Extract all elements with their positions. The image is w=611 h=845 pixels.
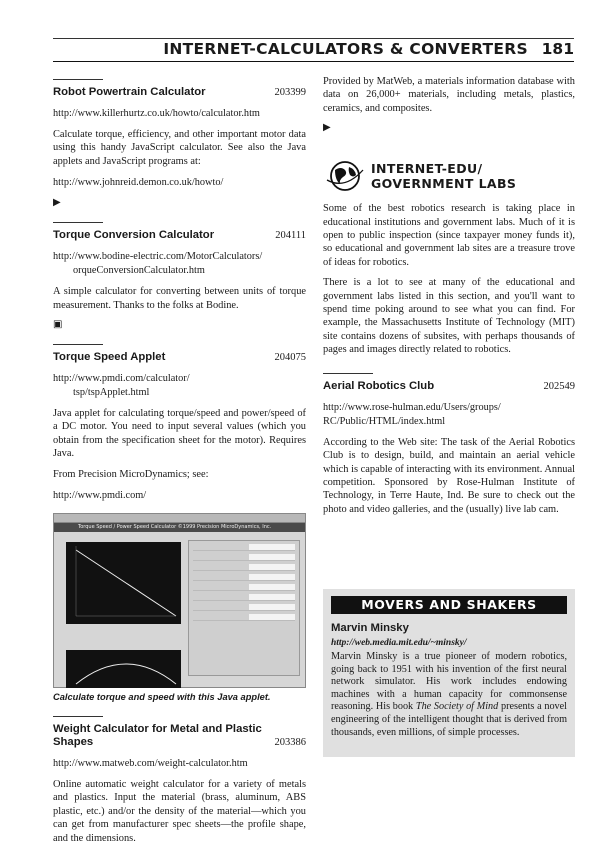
speaker-icon: ▶︎ [323, 122, 331, 134]
entry-rule [53, 344, 103, 345]
figure-caption: Calculate torque and speed with this Java applet. [53, 692, 271, 703]
screenshot-param-row [193, 594, 295, 601]
entry-rule [53, 79, 103, 80]
entry-url-secondary[interactable]: http://www.johnreid.demon.co.uk/howto/ [53, 177, 224, 189]
entry-head [53, 229, 306, 242]
section-heading [323, 156, 575, 196]
entry-torque-conversion [53, 222, 306, 331]
screenshot-param-row [193, 584, 295, 591]
profile-book-title: The Society of Mind [415, 701, 499, 713]
entry-description: According to the Web site: The task of the Aerial Robotics Club is to design, build, and maintain an aerial vehicle which is capable of interacting with its environment. Annual competition. Sponsored by Rose-Hulman Institute of Technology, in Terre Haute, Ind. Be sure to check out the photo and video galleries, and the (usually) live lab cam. [323, 436, 575, 515]
entry-robot-powertrain [53, 79, 306, 209]
entry-head [323, 380, 575, 393]
matweb-continued: Provided by MatWeb, a materials information database with data on 26,000+ materials, including metals, plastics, ceramics, and composites. [323, 76, 575, 114]
profile-body-pre: Marvin Minsky is a true pioneer of modern robotics, going back to 1951 with his invention of the first neural network simulator. His work includes endowing machines with a human capacity for commonsense reasoning. His book [331, 651, 567, 713]
screenshot-param-row [193, 554, 295, 561]
screenshot-param-row [193, 564, 295, 571]
screenshot-parameter-panel [188, 540, 300, 676]
screenshot-param-row [193, 614, 295, 621]
screenshot-browser-bar [54, 514, 305, 523]
entry-url-line2[interactable]: RC/Public/HTML/index.html [323, 415, 446, 427]
entry-id: 204111 [275, 230, 306, 242]
entry-id: 204075 [274, 352, 306, 364]
section-title-line1: INTERNET-EDU/ [371, 161, 483, 177]
computer-icon: ▣ [53, 319, 63, 331]
profile-name: Marvin Minsky [331, 622, 409, 634]
profile-body-post: presents a novel engineering of the intelligent thought that is derived from thousands, even millions, of simple processes. [331, 701, 568, 738]
entry-title: Weight Calculator for Metal and Plastic Shapes [53, 723, 262, 749]
header-top-rule [53, 38, 574, 39]
entry-id: 203386 [274, 737, 306, 749]
entry-url[interactable] [53, 372, 306, 400]
entry-description: A simple calculator for converting between units of torque measurement. Thanks to the folks at Bodine. [53, 286, 306, 311]
screenshot-power-plot [66, 650, 181, 688]
running-head-title: INTERNET-CALCULATORS & CONVERTERS [163, 40, 528, 58]
entry-title: Robot Powertrain Calculator [53, 86, 206, 98]
entry-rule [53, 222, 103, 223]
speaker-icon: ▶︎ [53, 197, 61, 209]
section-title-line2: GOVERNMENT LABS [371, 176, 517, 192]
entry-title: Aerial Robotics Club [323, 379, 435, 392]
screenshot-window-title: Torque Speed / Power Speed Calculator ©1999 Precision MicroDynamics, Inc. [54, 523, 305, 532]
right-column [323, 66, 575, 516]
entry-id: 202549 [543, 380, 575, 392]
entry-description: Online automatic weight calculator for a variety of metals and plastics. Input the material (brass, aluminum, ABS plastic, etc.) and/or the density of the material—which you can get from manufacturer spec sheets—the profile shape, and the dimensions. [53, 779, 306, 844]
entry-head [53, 723, 306, 749]
entry-rule [323, 373, 373, 374]
left-column [53, 66, 306, 845]
entry-head [53, 86, 306, 99]
screenshot-plot2-graphic [66, 650, 181, 688]
section-intro-p1: Some of the best robotics research is taking place in educational institutions and government labs. Much of it is open to public inspection (since taxpayer money funds it), so educational and government lab sites are a treasure trove of ideas for robotics. [323, 203, 575, 268]
entry-aerial-robotics [323, 373, 575, 516]
entry-url-line1[interactable]: http://www.bodine-electric.com/MotorCalculators/ [53, 251, 263, 263]
entry-url[interactable]: http://www.killerhurtz.co.uk/howto/calculator.htm [53, 108, 260, 119]
profile-url[interactable]: http://web.media.mit.edu/~minsky/ [331, 638, 467, 648]
entry-url-line2[interactable]: orqueConversionCalculator.htm [73, 265, 205, 277]
section-intro-p2: There is a lot to see at many of the educational and government labs listed in this section, and you'll want to spend time poking around to see what you can find. For example, the Massachusetts Institute of Technology (MIT) site contains dozens of subsites, with perhaps thousands of pages and images directly related to robotics. [323, 277, 575, 356]
page-header [53, 40, 574, 62]
entry-head [53, 351, 306, 364]
screenshot-plot-graphic [66, 542, 181, 624]
entry-title: Torque Speed Applet [53, 351, 166, 364]
box-title: MOVERS AND SHAKERS [331, 596, 567, 614]
entry-rule [53, 716, 103, 717]
entry-url-line1[interactable]: http://www.pmdi.com/calculator/ [53, 373, 190, 385]
entry-description: Java applet for calculating torque/speed and power/speed of a DC motor. You need to input several values (which you obtain from the specification sheet for the motor). Requires Java. [53, 408, 306, 460]
entry-url[interactable] [323, 401, 575, 429]
screenshot-param-row [193, 544, 295, 551]
section-title [371, 161, 516, 191]
globe-icon [323, 156, 367, 196]
entry-torque-speed-applet [53, 344, 306, 703]
entry-url-secondary[interactable]: http://www.pmdi.com/ [53, 490, 147, 502]
entry-description: Calculate torque, efficiency, and other important motor data using this handy JavaScript calculator. See also the Java applets and JavaScript programs at: [53, 129, 306, 167]
entry-url[interactable]: http://www.matweb.com/weight-calculator.htm [53, 758, 248, 770]
movers-shakers-box [323, 589, 575, 757]
entry-weight-calculator [53, 716, 306, 845]
entry-url[interactable] [53, 250, 306, 278]
entry-url-line2[interactable]: tsp/tspApplet.html [73, 387, 150, 399]
entry-id: 203399 [274, 87, 306, 98]
page-number: 181 [541, 40, 574, 58]
entry-title: Torque Conversion Calculator [53, 229, 215, 242]
profile-body [331, 651, 567, 739]
entry-source-note: From Precision MicroDynamics; see: [53, 468, 209, 480]
entry-url-line1[interactable]: http://www.rose-hulman.edu/Users/groups/ [323, 401, 501, 413]
applet-screenshot [53, 513, 306, 688]
screenshot-torque-plot [66, 542, 181, 624]
screenshot-param-row [193, 604, 295, 611]
screenshot-param-row [193, 574, 295, 581]
